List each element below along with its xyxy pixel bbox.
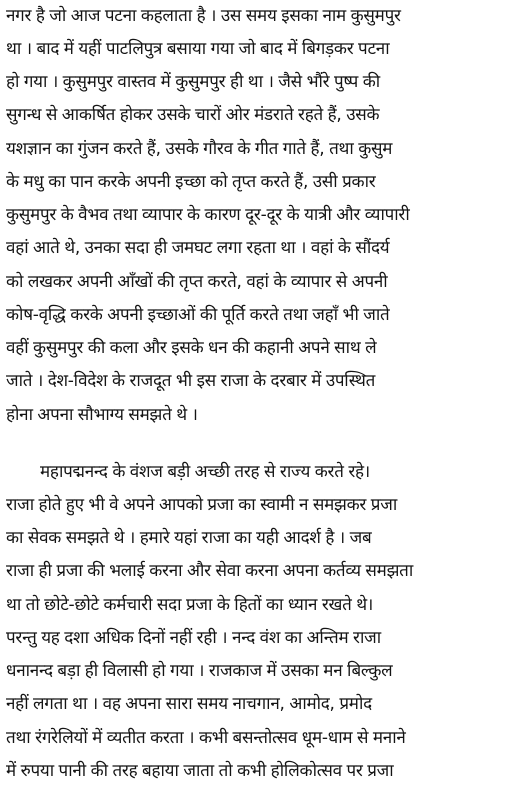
paragraph-line: नहीं लगता था । वह अपना सारा समय नाचगान, आमोद, प्रमोद <box>6 694 372 714</box>
paragraph-line: वहीं कुसुमपुर की कला और इसके धन की कहानी अपने साथ ले <box>6 338 377 358</box>
paragraph-line: होना अपना सौभाग्य समझते थे । <box>6 405 198 425</box>
paragraph-line: धनानन्द बड़ा ही विलासी हो गया । राजकाज में उसका मन बिल्कुल <box>6 661 393 681</box>
paragraph-line: सुगन्ध से आकर्षित होकर उसके चारों ओर मंडराते रहते हैं, उसके <box>6 105 380 125</box>
paragraph-line: नगर है जो आज पटना कहलाता है । उस समय इसका नाम कुसुमपुर <box>6 6 401 26</box>
paragraph-line: में रुपया पानी की तरह बहाया जाता तो कभी होलिकोत्सव पर प्रजा <box>6 761 394 781</box>
paragraph-line: हो गया । कुसुमपुर वास्तव में कुसुमपुर ही था । जैसे भौंरे पुष्प की <box>6 72 380 92</box>
paragraph-line: परन्तु यह दशा अधिक दिनों नहीं रही । नन्द वंश का अन्तिम राजा <box>6 628 381 648</box>
paragraph-line: कुसुमपुर के वैभव तथा व्यापार के कारण दूर-दूर के यात्री और व्यापारी <box>6 205 410 225</box>
paragraph-line: महापद्मनन्द के वंशज बड़ी अच्छी तरह से राज्य करते रहे। <box>40 462 370 482</box>
paragraph-line: का सेवक समझते थे । हमारे यहां राजा का यही आदर्श है । जब <box>6 528 372 548</box>
paragraph-line: कोष-वृद्धि करके अपनी इच्छाओं की पूर्ति करते तथा जहाँ भी जाते <box>6 305 390 325</box>
paragraph-line: था । बाद में यहीं पाटलिपुत्र बसाया गया जो बाद में बिगड़कर पटना <box>6 39 390 59</box>
paragraph-line: तथा रंगरेलियों में व्यतीत करता । कभी बसन्तोत्सव धूम-धाम से मनाने <box>6 728 406 748</box>
paragraph-line: राजा ही प्रजा की भलाई करना और सेवा करना अपना कर्तव्य समझता <box>6 561 414 581</box>
paragraph-line: को लखकर अपनी आँखों की तृप्त करते, वहां के व्यापार से अपनी <box>6 272 388 292</box>
paragraph-line: था तो छोटे-छोटे कर्मचारी सदा प्रजा के हितों का ध्यान रखते थे। <box>6 595 374 615</box>
paragraph-line: वहां आते थे, उनका सदा ही जमघट लगा रहता था । वहां के सौंदर्य <box>6 238 390 258</box>
paragraph-line: राजा होते हुए भी वे अपने आपको प्रजा का स्वामी न समझकर प्रजा <box>6 495 397 515</box>
paragraph-line: के मधु का पान करके अपनी इच्छा को तृप्त करते हैं, उसी प्रकार <box>6 172 376 192</box>
paragraph-line: जाते । देश-विदेश के राजदूत भी इस राजा के दरबार में उपस्थित <box>6 371 376 391</box>
paragraph-line: यशज्ञान का गुंजन करते हैं, उसके गौरव के गीत गाते हैं, तथा कुसुम <box>6 139 393 159</box>
